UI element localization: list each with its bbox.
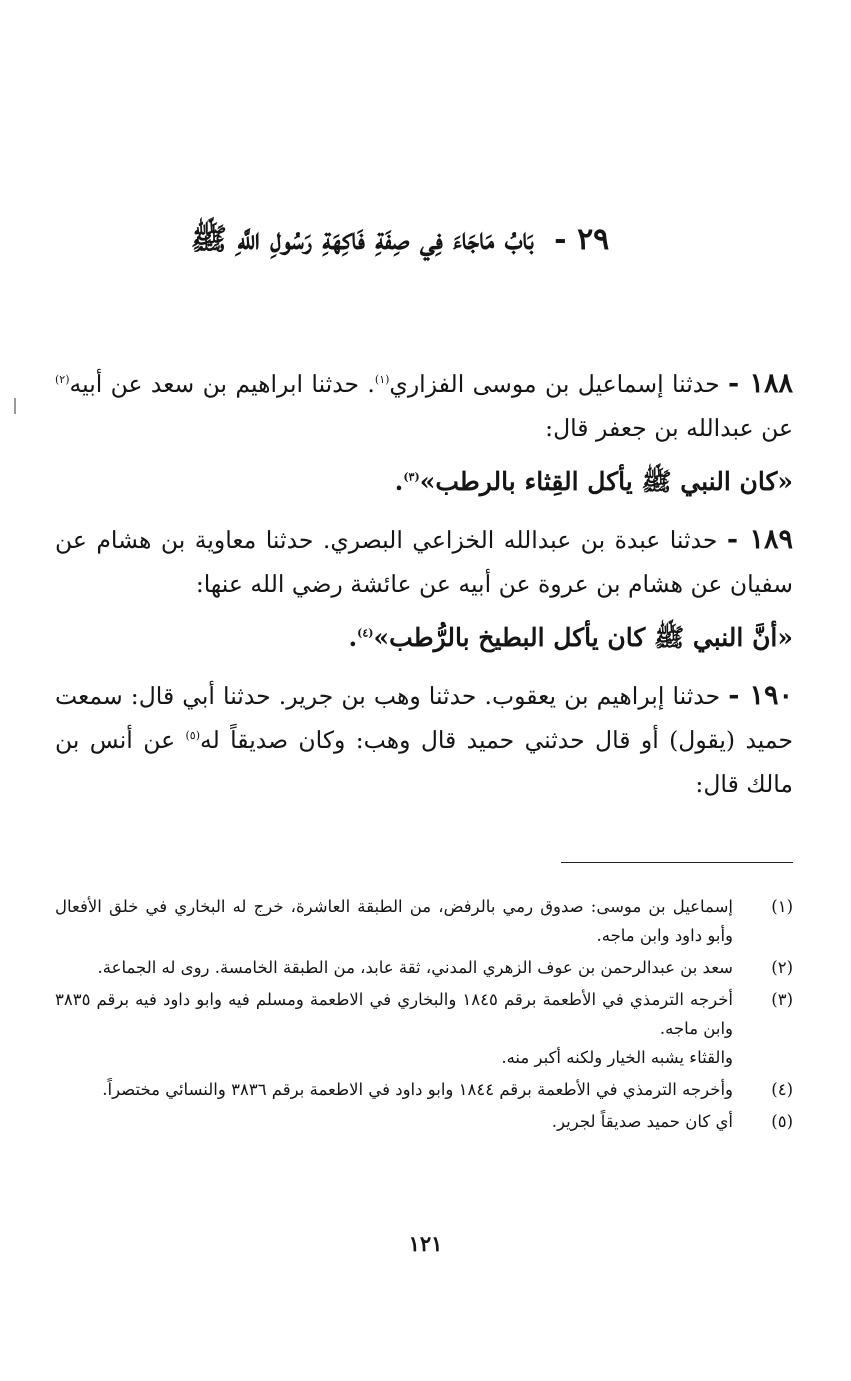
chain-text: حدثنا عبدة بن عبدالله الخزاعي البصري. حدثنا معاوية بن هشام عن سفيان عن هشام بن عروة عن أبيه عن عائشة رضي الله عنها: <box>55 526 793 598</box>
hadith-number: ١٨٨ - <box>727 368 793 399</box>
footnote-text <box>55 985 733 1072</box>
footnote-marker: (٥) <box>185 729 201 743</box>
footnote-marker: (٤) <box>357 626 374 640</box>
footnote-marker: (٣) <box>403 470 420 484</box>
chain-text: عن أنس بن مالك قال: <box>55 726 793 798</box>
hadith-matn: «كان النبي ﷺ يأكل القِثاء بالرطب» <box>419 467 793 496</box>
hadith-188-text <box>55 460 793 504</box>
footnote-item <box>55 1075 793 1104</box>
footnote-text <box>55 1107 733 1136</box>
main-text <box>55 362 793 816</box>
hadith-number: ١٨٩ - <box>726 524 793 555</box>
footnote-item <box>55 1107 793 1136</box>
hadith-190-chain <box>55 674 793 806</box>
footnote-number: (١) <box>771 897 793 916</box>
footnote-line: أي كان حميد صديقاً لجرير. <box>551 1112 733 1131</box>
footnote-line: والقثاء يشبه الخيار ولكنه أكبر منه. <box>501 1048 733 1067</box>
footnote-number: (٣) <box>771 990 793 1009</box>
hadith-189-chain <box>55 518 793 606</box>
footnote-item <box>55 892 793 950</box>
chapter-number: ٢٩ - <box>554 222 610 257</box>
footnote-marker: (١) <box>374 373 390 387</box>
footnote-line: إسماعيل بن موسى: صدوق رمي بالرفض، من الطبقة العاشرة، خرج له البخاري في خلق الأفعال وأبو داود وابن ماجه. <box>55 897 733 945</box>
punctuation: . <box>348 623 358 652</box>
footnote-separator <box>561 862 793 863</box>
footnote-line: أخرجه الترمذي في الأطعمة برقم ١٨٤٥ والبخاري في الاطعمة ومسلم فيه وابو داود فيه برقم ٣٨٣٥ وابن ماجه. <box>55 990 733 1038</box>
footnote-item <box>55 985 793 1072</box>
footnote-text <box>55 953 733 982</box>
chain-text: حدثنا إسماعيل بن موسى الفزاري <box>389 370 720 398</box>
hadith-188-chain <box>55 362 793 450</box>
footnote-line: وأخرجه الترمذي في الأطعمة برقم ١٨٤٤ وابو داود في الاطعمة برقم ٣٨٣٦ والنسائي مختصراً. <box>102 1080 733 1099</box>
chapter-heading <box>120 212 680 268</box>
footnote-marker: (٢) <box>55 373 70 387</box>
chapter-title: بَابُ مَاجَاءَ فِي صِفَةِ فَاكِهَةِ رَسُولِ اللَّهِ ﷺ <box>190 222 534 257</box>
punctuation: . <box>394 467 404 496</box>
hadith-189-text <box>55 616 793 660</box>
footnote-item <box>55 953 793 982</box>
chain-text: . حدثنا ابراهيم بن سعد عن أبيه <box>69 370 375 398</box>
hadith-number: ١٩٠ - <box>728 680 793 711</box>
footnote-text <box>55 1075 733 1104</box>
chain-text: حدثنا إبراهيم بن يعقوب. حدثنا وهب بن جرير. حدثنا أبي قال: سمعت حميد (يقول) أو قال حدثني حميد قال وهب: وكان صديقاً له <box>55 682 794 754</box>
footnote-number: (٥) <box>771 1112 793 1131</box>
footnote-number: (٢) <box>771 958 793 977</box>
page-number: ١٢١ <box>408 1231 443 1256</box>
margin-mark <box>14 398 16 414</box>
footnote-number: (٤) <box>771 1080 793 1099</box>
chain-text: عن عبدالله بن جعفر قال: <box>545 414 793 442</box>
footnote-line: سعد بن عبدالرحمن بن عوف الزهري المدني، ثقة عابد، من الطبقة الخامسة. روى له الجماعة. <box>97 958 733 977</box>
footnote-text <box>55 892 733 950</box>
footnotes <box>55 892 793 1139</box>
hadith-matn: «أنَّ النبي ﷺ كان يأكل البطيخ بالرُّطب» <box>373 623 793 652</box>
